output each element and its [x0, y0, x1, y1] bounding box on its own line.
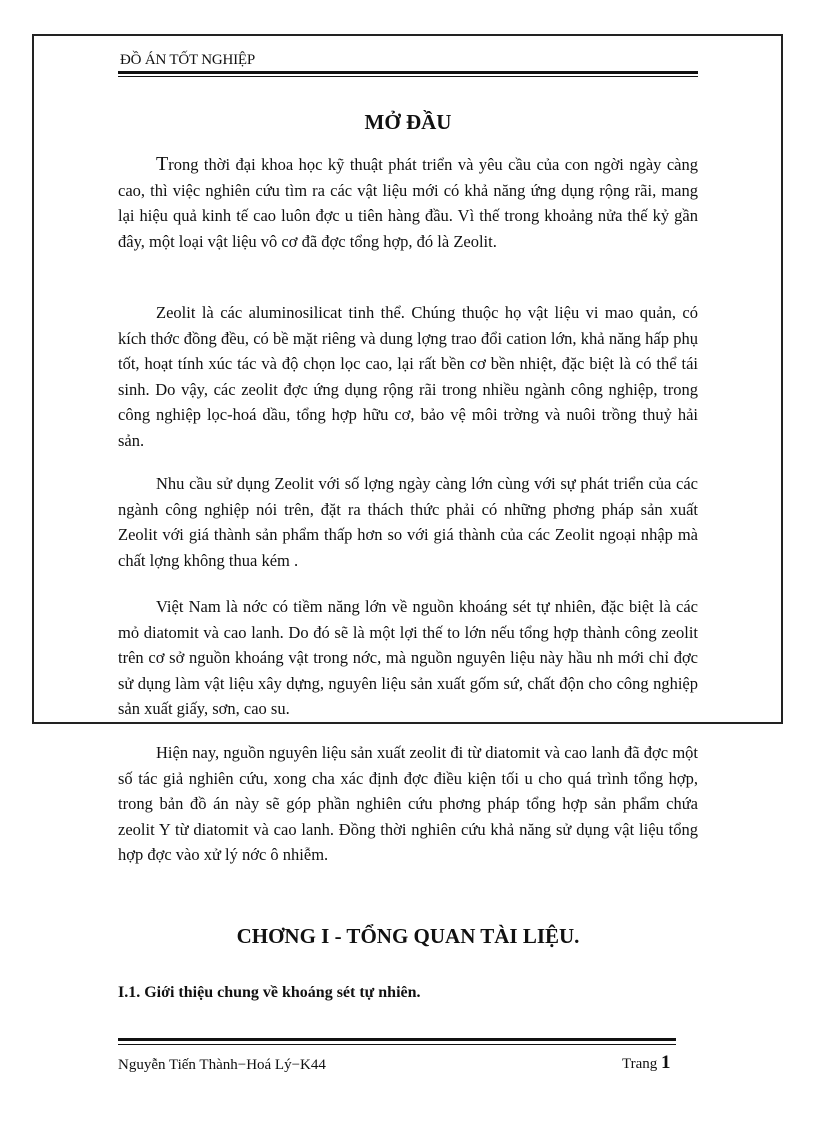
page-number: 1	[661, 1052, 671, 1073]
drop-letter: T	[156, 153, 169, 175]
paragraph-4: Việt Nam là nớc có tiềm năng lớn về nguồn khoáng sét tự nhiên, đặc biệt là các mỏ diatomit và cao lanh. Do đó sẽ là một lợi thế to lớn nếu tổng hợp thành công zeolit trên cơ sở nguồn khoáng vật trong nớc, mà nguồn nguyên liệu này hầu nh mới chỉ đợc sử dụng làm vật liệu xây dựng, nguyên liệu sản xuất gốm sứ, chất độn cho công nghiệp sản xuất giấy, sơn, cao su.	[118, 597, 698, 718]
paragraph-2: Zeolit là các aluminosilicat tinh thể. Chúng thuộc họ vật liệu vi mao quản, có kích thớc đồng đều, có bề mặt riêng và dung lợng trao đổi cation lớn, khả năng hấp phụ tốt, hoạt tính xúc tác và độ chọn lọc cao, lại rất bền cơ bền nhiệt, đặc biệt là có thể tái sinh. Do vậy, các zeolit đợc ứng dụng rộng rãi trong nhiều ngành công nghiệp, trong công nghiệp lọc-hoá dầu, tổng hợp hữu cơ, bảo vệ môi trờng và nuôi trồng thuỷ hải sản.	[118, 303, 698, 450]
section-heading: I.1. Giới thiệu chung về khoáng sét tự nhiên.	[118, 984, 421, 1001]
running-header: ĐỒ ÁN TỐT NGHIỆP	[120, 52, 255, 68]
footer-rule-thin	[118, 1044, 676, 1045]
header-rule-thin	[118, 76, 698, 77]
footer-author: Nguyễn Tiến Thành−Hoá Lý−K44	[118, 1057, 326, 1073]
paragraph-1-text: rong thời đại khoa học kỹ thuật phát triển và yêu cầu của con ngời ngày càng cao, thì việc nghiên cứu tìm ra các vật liệu mới có khả năng ứng dụng rộng rãi, mang lại hiệu quả kinh tế cao luôn đợc u tiên hàng đầu. Vì thế trong khoảng nửa thế kỷ gần đây, một loại vật liệu vô cơ đã đợc tổng hợp, đó là Zeolit.	[118, 155, 698, 251]
page-title: MỞ ĐẦU	[364, 110, 452, 134]
chapter-heading: CHƠNG I - TỔNG QUAN TÀI LIỆU.	[236, 924, 580, 948]
footer-rule-thick	[118, 1038, 676, 1041]
header-rule-thick	[118, 71, 698, 74]
paragraph-1	[118, 152, 698, 254]
paragraph-3: Nhu cầu sử dụng Zeolit với số lợng ngày càng lớn cùng với sự phát triển của các ngành công nghiệp nói trên, đặt ra thách thức phải có những phơng pháp sản xuất Zeolit với giá thành sản phẩm thấp hơn so với giá thành của các Zeolit ngoại nhập mà chất lợng không thua kém .	[118, 474, 698, 570]
paragraph-5: Hiện nay, nguồn nguyên liệu sản xuất zeolit đi từ diatomit và cao lanh đã đợc một số tác giả nghiên cứu, xong cha xác định đợc điều kiện tối u cho quá trình tổng hợp, trong bản đồ án này sẽ góp phần nghiên cứu phơng pháp tổng hợp sản phẩm chứa zeolit Y từ diatomit và cao lanh. Đồng thời nghiên cứu khả năng sử dụng vật liệu tổng hợp đợc vào xử lý nớc ô nhiễm.	[118, 743, 698, 864]
footer-page	[622, 1052, 671, 1074]
page-label: Trang	[622, 1056, 658, 1072]
